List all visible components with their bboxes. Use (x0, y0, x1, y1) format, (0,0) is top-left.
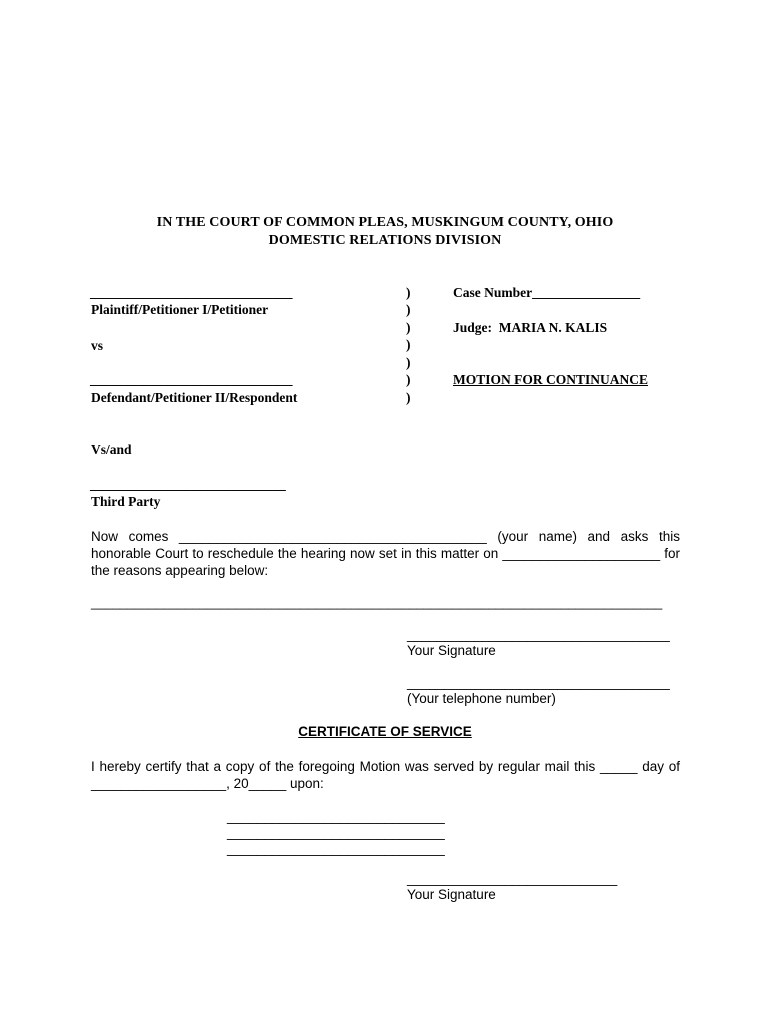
telephone-field[interactable]: ___________________________________ (407, 675, 670, 690)
plaintiff-label: Plaintiff/Petitioner I/Petitioner (91, 302, 269, 317)
recipient-field[interactable]: _____________________________ (227, 809, 445, 824)
certificate-signature-field[interactable]: ____________________________ (407, 871, 618, 886)
caption-paren: ) (406, 337, 411, 352)
reasons-field[interactable]: _______________________________________________________________________________ (91, 595, 663, 610)
third-party-label: Third Party (91, 494, 161, 509)
signature-field[interactable]: ___________________________________ (407, 627, 670, 642)
motion-body-paragraph: Now comes _________________________________________ (your name) and asks this honorable Court to reschedule the hearing now set in this matter on _____________________ for the reasons appearing below: (91, 529, 680, 578)
signature-label: Your Signature (407, 643, 496, 658)
vs-label: vs (91, 338, 104, 353)
caption-paren: ) (406, 285, 411, 300)
caption-paren: ) (406, 390, 411, 405)
telephone-label: (Your telephone number) (407, 691, 556, 706)
defendant-label: Defendant/Petitioner II/Respondent (91, 390, 298, 405)
caption-paren: ) (406, 320, 411, 335)
defendant-name-field[interactable]: ______________________________ (90, 372, 293, 387)
plaintiff-name-field[interactable]: ______________________________ (90, 285, 293, 300)
certificate-text: I hereby certify that a copy of the foregoing Motion was served by regular mail this _____ day of __________________, 20_____ upon: (91, 759, 680, 791)
caption-paren: ) (406, 372, 411, 387)
court-heading: IN THE COURT OF COMMON PLEAS, MUSKINGUM COUNTY, OHIO (156, 215, 614, 230)
caption-paren: ) (406, 355, 411, 370)
division-heading: DOMESTIC RELATIONS DIVISION (268, 233, 502, 248)
recipient-field[interactable]: _____________________________ (227, 841, 445, 856)
recipient-field[interactable]: _____________________________ (227, 825, 445, 840)
third-party-name-field[interactable]: _____________________________ (90, 477, 286, 492)
motion-title: MOTION FOR CONTINUANCE (453, 372, 649, 387)
certificate-signature-label: Your Signature (407, 887, 496, 902)
caption-paren: ) (406, 302, 411, 317)
vs-and-label: Vs/and (91, 442, 132, 457)
certificate-title: CERTIFICATE OF SERVICE (298, 724, 472, 739)
case-number-field[interactable]: Case Number________________ (453, 285, 641, 300)
judge-label: Judge: MARIA N. KALIS (453, 320, 608, 335)
